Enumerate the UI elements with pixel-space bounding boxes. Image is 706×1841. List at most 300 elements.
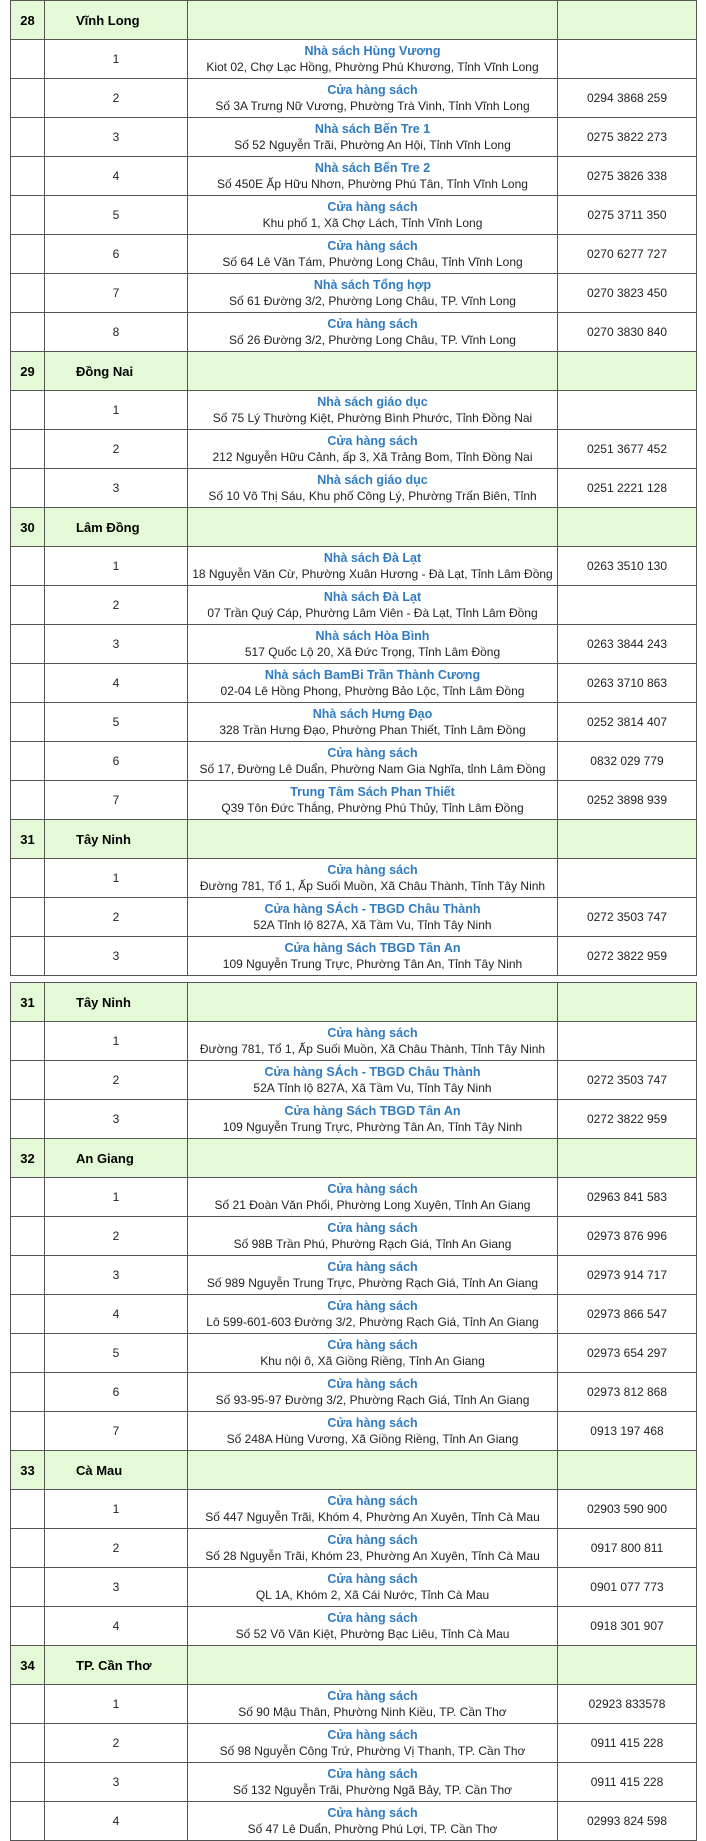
row-spacer [11,1178,45,1217]
store-name: Nhà sách Tổng hợp [313,278,432,292]
store-address: Số 447 Nguyễn Trãi, Khóm 4, Phường An Xuyên, Tỉnh Cà Mau [205,1510,540,1524]
province-name: Vĩnh Long [45,1,188,40]
store-name: Cửa hàng sách [327,746,418,760]
store-phone: 0252 3898 939 [558,781,697,820]
row-spacer [11,1763,45,1802]
store-phone: 0251 3677 452 [558,430,697,469]
store-phone: 0911 415 228 [558,1724,697,1763]
row-spacer [11,313,45,352]
row-spacer [11,1802,45,1841]
store-index: 2 [45,430,188,469]
store-address: Khu phố 1, Xã Chợ Lách, Tỉnh Vĩnh Long [262,216,483,230]
store-name: Cửa hàng sách [327,434,418,448]
province-header-blank [558,1646,697,1685]
store-phone: 02973 812 868 [558,1373,697,1412]
store-index: 2 [45,1529,188,1568]
store-phone: 0901 077 773 [558,1568,697,1607]
store-info [188,547,558,586]
row-spacer [11,1529,45,1568]
store-info [188,1529,558,1568]
store-phone: 0272 3822 959 [558,937,697,976]
store-name: Cửa hàng sách [327,1572,418,1586]
store-info [188,1685,558,1724]
store-index: 3 [45,625,188,664]
store-phone: 0263 3710 863 [558,664,697,703]
row-spacer [11,469,45,508]
store-row [11,781,697,820]
store-index: 2 [45,898,188,937]
store-name: Nhà sách giáo dục [317,395,428,409]
store-name: Cửa hàng sách [327,1533,418,1547]
store-index: 2 [45,586,188,625]
store-info [188,40,558,79]
store-index: 4 [45,1607,188,1646]
store-address: Số 10 Võ Thị Sáu, Khu phố Công Lý, Phường Trấn Biên, Tỉnh [208,489,537,503]
store-address: Số 3A Trưng Nữ Vương, Phường Trà Vinh, Tỉnh Vĩnh Long [215,99,530,113]
store-index: 3 [45,1256,188,1295]
row-spacer [11,547,45,586]
store-row [11,79,697,118]
store-name: Nhà sách Hưng Đạo [312,707,433,721]
store-info [188,703,558,742]
store-phone: 0272 3503 747 [558,898,697,937]
store-address: Số 93-95-97 Đường 3/2, Phường Rạch Giá, Tỉnh An Giang [215,1393,530,1407]
row-spacer [11,157,45,196]
province-header-blank [558,983,697,1022]
store-index: 1 [45,547,188,586]
store-info [188,898,558,937]
store-row [11,1724,697,1763]
store-phone: 0252 3814 407 [558,703,697,742]
province-header-row [11,1646,697,1685]
province-name: Cà Mau [45,1451,188,1490]
province-number: 34 [11,1646,45,1685]
province-header-row [11,1,697,40]
store-address: Số 450E Ấp Hữu Nhơn, Phường Phú Tân, Tỉnh Vĩnh Long [217,177,528,191]
store-phone: 02973 876 996 [558,1217,697,1256]
store-name: Cửa hàng sách [327,83,418,97]
row-spacer [11,664,45,703]
store-info [188,274,558,313]
row-spacer [11,274,45,313]
store-info [188,781,558,820]
store-phone: 0294 3868 259 [558,79,697,118]
store-name: Cửa hàng sách [327,1338,418,1352]
store-info [188,1256,558,1295]
store-index: 1 [45,1022,188,1061]
store-address: Số 132 Nguyễn Trãi, Phường Ngã Bảy, TP. Cần Thơ [232,1783,513,1797]
row-spacer [11,118,45,157]
store-phone: 02973 914 717 [558,1256,697,1295]
store-row [11,898,697,937]
store-info [188,196,558,235]
store-info [188,1061,558,1100]
store-row [11,157,697,196]
store-info [188,391,558,430]
province-header-blank [188,1,558,40]
store-row [11,469,697,508]
store-phone: 0275 3826 338 [558,157,697,196]
store-address: Đường 781, Tổ 1, Ấp Suối Muồn, Xã Châu Thành, Tỉnh Tây Ninh [199,879,546,893]
row-spacer [11,391,45,430]
store-address: 517 Quốc Lộ 20, Xã Đức Trọng, Tỉnh Lâm Đồng [244,645,501,659]
store-address: 02-04 Lê Hồng Phong, Phường Bảo Lộc, Tỉnh Lâm Đồng [220,684,525,698]
province-header-blank [188,352,558,391]
store-name: Cửa hàng sách [327,1767,418,1781]
store-phone: 0272 3822 959 [558,1100,697,1139]
store-index: 2 [45,79,188,118]
store-info [188,859,558,898]
store-address: 52A Tỉnh lộ 827A, Xã Tầm Vu, Tỉnh Tây Ninh [253,1081,492,1095]
store-phone [558,40,697,79]
province-number: 31 [11,820,45,859]
store-row [11,313,697,352]
store-list-page-2 [10,982,696,1841]
store-row [11,1685,697,1724]
province-header-row [11,352,697,391]
store-name: Nhà sách Bến Tre 2 [314,161,431,175]
store-index: 6 [45,235,188,274]
store-phone: 0263 3510 130 [558,547,697,586]
store-phone: 0270 3823 450 [558,274,697,313]
store-index: 1 [45,1178,188,1217]
store-phone: 0251 2221 128 [558,469,697,508]
store-address: 18 Nguyễn Văn Cừ, Phường Xuân Hương - Đà Lạt, Tỉnh Lâm Đồng [192,567,553,581]
store-index: 1 [45,40,188,79]
store-name: Trung Tâm Sách Phan Thiết [290,785,455,799]
store-info [188,157,558,196]
store-info [188,1802,558,1841]
store-address: Số 90 Mậu Thân, Phường Ninh Kiều, TP. Cần Thơ [238,1705,507,1719]
store-row [11,1568,697,1607]
store-phone: 02973 654 297 [558,1334,697,1373]
store-address: 109 Nguyễn Trung Trực, Phường Tân An, Tỉnh Tây Ninh [222,957,523,971]
store-name: Nhà sách Đà Lạt [323,551,422,565]
store-row [11,1217,697,1256]
store-address: Lô 599-601-603 Đường 3/2, Phường Rạch Giá, Tỉnh An Giang [206,1315,539,1329]
province-header-blank [558,1,697,40]
store-address: Số 28 Nguyễn Trãi, Khóm 23, Phường An Xuyên, Tỉnh Cà Mau [205,1549,540,1563]
store-row [11,1529,697,1568]
store-row [11,625,697,664]
row-spacer [11,40,45,79]
store-info [188,1022,558,1061]
store-index: 3 [45,937,188,976]
store-phone: 02903 590 900 [558,1490,697,1529]
store-index: 1 [45,859,188,898]
row-spacer [11,703,45,742]
store-name: Cửa hàng sách [327,1377,418,1391]
store-address: Số 47 Lê Duẩn, Phường Phú Lợi, TP. Cần Thơ [247,1822,498,1836]
store-index: 3 [45,118,188,157]
row-spacer [11,859,45,898]
row-spacer [11,235,45,274]
store-index: 5 [45,1334,188,1373]
province-header-blank [188,508,558,547]
store-name: Nhà sách BamBi Trần Thành Cương [264,668,481,682]
store-phone: 0270 3830 840 [558,313,697,352]
store-name: Cửa hàng SÁch - TBGD Châu Thành [264,902,481,916]
store-index: 6 [45,1373,188,1412]
store-address: Số 75 Lý Thường Kiệt, Phường Bình Phước, Tỉnh Đồng Nai [212,411,533,425]
store-info [188,430,558,469]
store-address: QL 1A, Khóm 2, Xã Cái Nước, Tỉnh Cà Mau [255,1588,490,1602]
store-info [188,469,558,508]
store-name: Cửa hàng sách [327,1728,418,1742]
province-name: Tây Ninh [45,983,188,1022]
row-spacer [11,937,45,976]
store-index: 7 [45,781,188,820]
store-name: Cửa hàng sách [327,239,418,253]
store-address: Số 52 Võ Văn Kiệt, Phường Bạc Liêu, Tỉnh Cà Mau [235,1627,510,1641]
province-header-row [11,1451,697,1490]
store-row [11,703,697,742]
store-row [11,547,697,586]
store-name: Cửa hàng sách [327,1494,418,1508]
store-address: Số 64 Lê Văn Tám, Phường Long Châu, Tỉnh Vĩnh Long [222,255,523,269]
province-header-blank [558,508,697,547]
row-spacer [11,430,45,469]
store-row [11,664,697,703]
province-number: 31 [11,983,45,1022]
store-index: 1 [45,391,188,430]
province-name: Đồng Nai [45,352,188,391]
province-header-row [11,983,697,1022]
row-spacer [11,1724,45,1763]
row-spacer [11,1100,45,1139]
store-address: 52A Tỉnh lộ 827A, Xã Tầm Vu, Tỉnh Tây Ninh [253,918,492,932]
store-row [11,40,697,79]
store-row [11,1256,697,1295]
store-row [11,1763,697,1802]
store-phone: 0272 3503 747 [558,1061,697,1100]
province-header-blank [188,820,558,859]
store-row [11,1295,697,1334]
store-phone [558,1022,697,1061]
store-phone: 0270 6277 727 [558,235,697,274]
store-name: Nhà sách Hùng Vương [304,44,441,58]
province-number: 29 [11,352,45,391]
store-row [11,937,697,976]
store-name: Cửa hàng sách [327,1416,418,1430]
store-info [188,1100,558,1139]
province-number: 30 [11,508,45,547]
store-phone: 0918 301 907 [558,1607,697,1646]
province-header-blank [188,1139,558,1178]
store-info [188,235,558,274]
row-spacer [11,1607,45,1646]
store-name: Nhà sách Bến Tre 1 [314,122,431,136]
row-spacer [11,781,45,820]
row-spacer [11,1022,45,1061]
store-index: 1 [45,1685,188,1724]
row-spacer [11,742,45,781]
province-header-blank [188,1451,558,1490]
row-spacer [11,1061,45,1100]
row-spacer [11,1373,45,1412]
store-address: Số 98B Trần Phú, Phường Rạch Giá, Tỉnh An Giang [233,1237,512,1251]
store-row [11,1022,697,1061]
store-index: 3 [45,1568,188,1607]
row-spacer [11,1334,45,1373]
store-info [188,1724,558,1763]
store-name: Cửa hàng Sách TBGD Tân An [284,941,461,955]
store-index: 5 [45,196,188,235]
store-index: 6 [45,742,188,781]
province-header-blank [558,1451,697,1490]
store-info [188,313,558,352]
store-info [188,1373,558,1412]
store-info [188,1178,558,1217]
province-header-blank [558,1139,697,1178]
province-number: 32 [11,1139,45,1178]
store-info [188,1763,558,1802]
store-info [188,1334,558,1373]
store-index: 7 [45,274,188,313]
store-table [10,0,697,976]
store-index: 2 [45,1217,188,1256]
store-row [11,430,697,469]
row-spacer [11,1217,45,1256]
store-address: Số 989 Nguyễn Trung Trực, Phường Rạch Giá, Tỉnh An Giang [206,1276,539,1290]
store-row [11,1061,697,1100]
province-header-blank [188,983,558,1022]
row-spacer [11,625,45,664]
store-address: 109 Nguyễn Trung Trực, Phường Tân An, Tỉnh Tây Ninh [222,1120,523,1134]
store-phone [558,391,697,430]
store-info [188,118,558,157]
store-name: Cửa hàng sách [327,317,418,331]
store-name: Nhà sách Hòa Bình [315,629,430,643]
store-phone: 02993 824 598 [558,1802,697,1841]
store-name: Cửa hàng sách [327,1221,418,1235]
store-name: Cửa hàng sách [327,1806,418,1820]
store-row [11,1607,697,1646]
store-address: Số 98 Nguyễn Công Trứ, Phường Vị Thanh, TP. Cần Thơ [219,1744,526,1758]
store-row [11,196,697,235]
store-name: Cửa hàng sách [327,863,418,877]
store-name: Cửa hàng sách [327,1689,418,1703]
province-header-blank [188,1646,558,1685]
store-index: 4 [45,664,188,703]
row-spacer [11,586,45,625]
province-number: 28 [11,1,45,40]
store-index: 2 [45,1724,188,1763]
row-spacer [11,79,45,118]
store-phone: 0832 029 779 [558,742,697,781]
store-row [11,1334,697,1373]
store-index: 5 [45,703,188,742]
store-address: 328 Trần Hưng Đạo, Phường Phan Thiết, Tỉnh Lâm Đồng [219,723,526,737]
row-spacer [11,1295,45,1334]
row-spacer [11,196,45,235]
store-row [11,859,697,898]
store-address: Số 52 Nguyễn Trãi, Phường An Hội, Tỉnh Vĩnh Long [234,138,511,152]
store-phone: 0275 3822 273 [558,118,697,157]
province-header-blank [558,820,697,859]
store-row [11,1178,697,1217]
store-table [10,982,697,1841]
province-header-blank [558,352,697,391]
store-name: Cửa hàng sách [327,200,418,214]
store-row [11,235,697,274]
store-name: Cửa hàng SÁch - TBGD Châu Thành [264,1065,481,1079]
store-index: 3 [45,469,188,508]
store-info [188,1217,558,1256]
store-address: Số 21 Đoàn Văn Phối, Phường Long Xuyên, Tỉnh An Giang [214,1198,531,1212]
province-name: TP. Cần Thơ [45,1646,188,1685]
store-index: 3 [45,1100,188,1139]
store-name: Cửa hàng sách [327,1611,418,1625]
store-info [188,1568,558,1607]
row-spacer [11,1256,45,1295]
store-phone: 0275 3711 350 [558,196,697,235]
store-phone: 0263 3844 243 [558,625,697,664]
province-header-row [11,1139,697,1178]
province-header-row [11,820,697,859]
store-row [11,118,697,157]
store-index: 8 [45,313,188,352]
store-info [188,1490,558,1529]
store-address: 212 Nguyễn Hữu Cảnh, ấp 3, Xã Trảng Bom, Tỉnh Đồng Nai [212,450,533,464]
store-row [11,1100,697,1139]
store-index: 3 [45,1763,188,1802]
store-info [188,625,558,664]
store-name: Cửa hàng sách [327,1026,418,1040]
row-spacer [11,898,45,937]
store-address: Số 61 Đường 3/2, Phường Long Châu, TP. Vĩnh Long [229,294,516,308]
store-info [188,79,558,118]
store-phone [558,859,697,898]
store-info [188,1607,558,1646]
store-address: Kiot 02, Chợ Lạc Hồng, Phường Phú Khương, Tỉnh Vĩnh Long [206,60,539,74]
province-name: An Giang [45,1139,188,1178]
store-row [11,742,697,781]
store-address: 07 Trần Quý Cáp, Phường Lâm Viên - Đà Lạt, Tỉnh Lâm Đồng [207,606,538,620]
row-spacer [11,1568,45,1607]
store-index: 4 [45,157,188,196]
store-address: Số 26 Đường 3/2, Phường Long Châu, TP. Vĩnh Long [229,333,516,347]
store-info [188,742,558,781]
store-address: Khu nội ô, Xã Giồng Riềng, Tỉnh An Giang [260,1354,485,1368]
store-row [11,1373,697,1412]
store-index: 1 [45,1490,188,1529]
store-phone: 0911 415 228 [558,1763,697,1802]
store-name: Cửa hàng sách [327,1299,418,1313]
store-info [188,586,558,625]
store-row [11,274,697,313]
store-info [188,937,558,976]
store-phone: 0913 197 468 [558,1412,697,1451]
store-row [11,586,697,625]
store-phone: 02923 833578 [558,1685,697,1724]
store-address: Số 17, Đường Lê Duẩn, Phường Nam Gia Nghĩa, tỉnh Lâm Đồng [199,762,546,776]
row-spacer [11,1490,45,1529]
store-phone: 02973 866 547 [558,1295,697,1334]
store-row [11,391,697,430]
store-name: Cửa hàng sách [327,1182,418,1196]
store-address: Đường 781, Tổ 1, Ấp Suối Muồn, Xã Châu Thành, Tỉnh Tây Ninh [199,1042,546,1056]
store-index: 4 [45,1295,188,1334]
store-address: Số 248A Hùng Vương, Xã Giồng Riềng, Tỉnh An Giang [226,1432,519,1446]
store-info [188,1295,558,1334]
store-phone: 02963 841 583 [558,1178,697,1217]
store-name: Nhà sách giáo dục [317,473,428,487]
store-address: Q39 Tôn Đức Thắng, Phường Phú Thủy, Tỉnh Lâm Đồng [221,801,524,815]
store-info [188,1412,558,1451]
store-index: 7 [45,1412,188,1451]
province-name: Lâm Đồng [45,508,188,547]
